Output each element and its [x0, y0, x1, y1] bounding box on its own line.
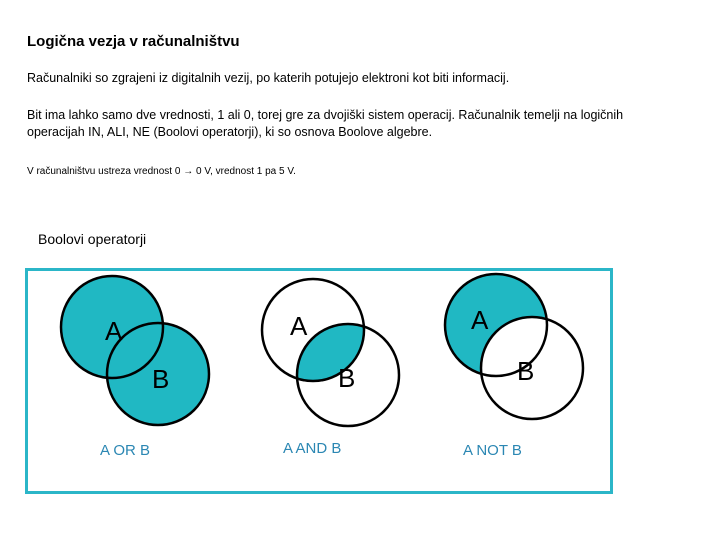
bits-paragraph: Bit ima lahko samo dve vrednosti, 1 ali 0, torej gre za dvojiški sistem operacij. Računalnik temelji na logičnih operacijah IN, ALI, NE (Boolovi operatorji), ki so osnova Boolove algebre.: [27, 108, 624, 139]
arrow-icon: →: [183, 166, 194, 177]
venn-not-diagram: [445, 274, 583, 419]
venn-not-caption: A NOT B: [463, 442, 522, 459]
intro-paragraph: Računalniki so zgrajeni iz digitalnih vezij, po katerih potujejo elektroni kot biti informacij.: [27, 71, 510, 85]
voltage-note: [27, 166, 296, 177]
venn-or-label-b: B: [152, 364, 170, 394]
venn-diagrams-frame: [25, 268, 613, 494]
venn-or-label-a: A: [105, 316, 123, 346]
voltage-note-end: 0 V, vrednost 1 pa 5 V.: [193, 166, 296, 177]
venn-and-diagram: [262, 279, 399, 426]
venn-and-label-b: B: [338, 363, 356, 393]
slide-title: Logična vezja v računalništvu: [27, 33, 240, 50]
venn-or-caption: A OR B: [100, 442, 151, 459]
venn-and-caption: A AND B: [283, 440, 342, 457]
venn-and-label-a: A: [290, 311, 308, 341]
venn-not-label-a: A: [471, 305, 489, 335]
voltage-note-start: V računalništvu ustreza vrednost 0: [27, 166, 184, 177]
operators-heading: Boolovi operatorji: [38, 231, 147, 247]
venn-not-label-b: B: [517, 356, 535, 386]
venn-or-diagram: [61, 276, 209, 425]
